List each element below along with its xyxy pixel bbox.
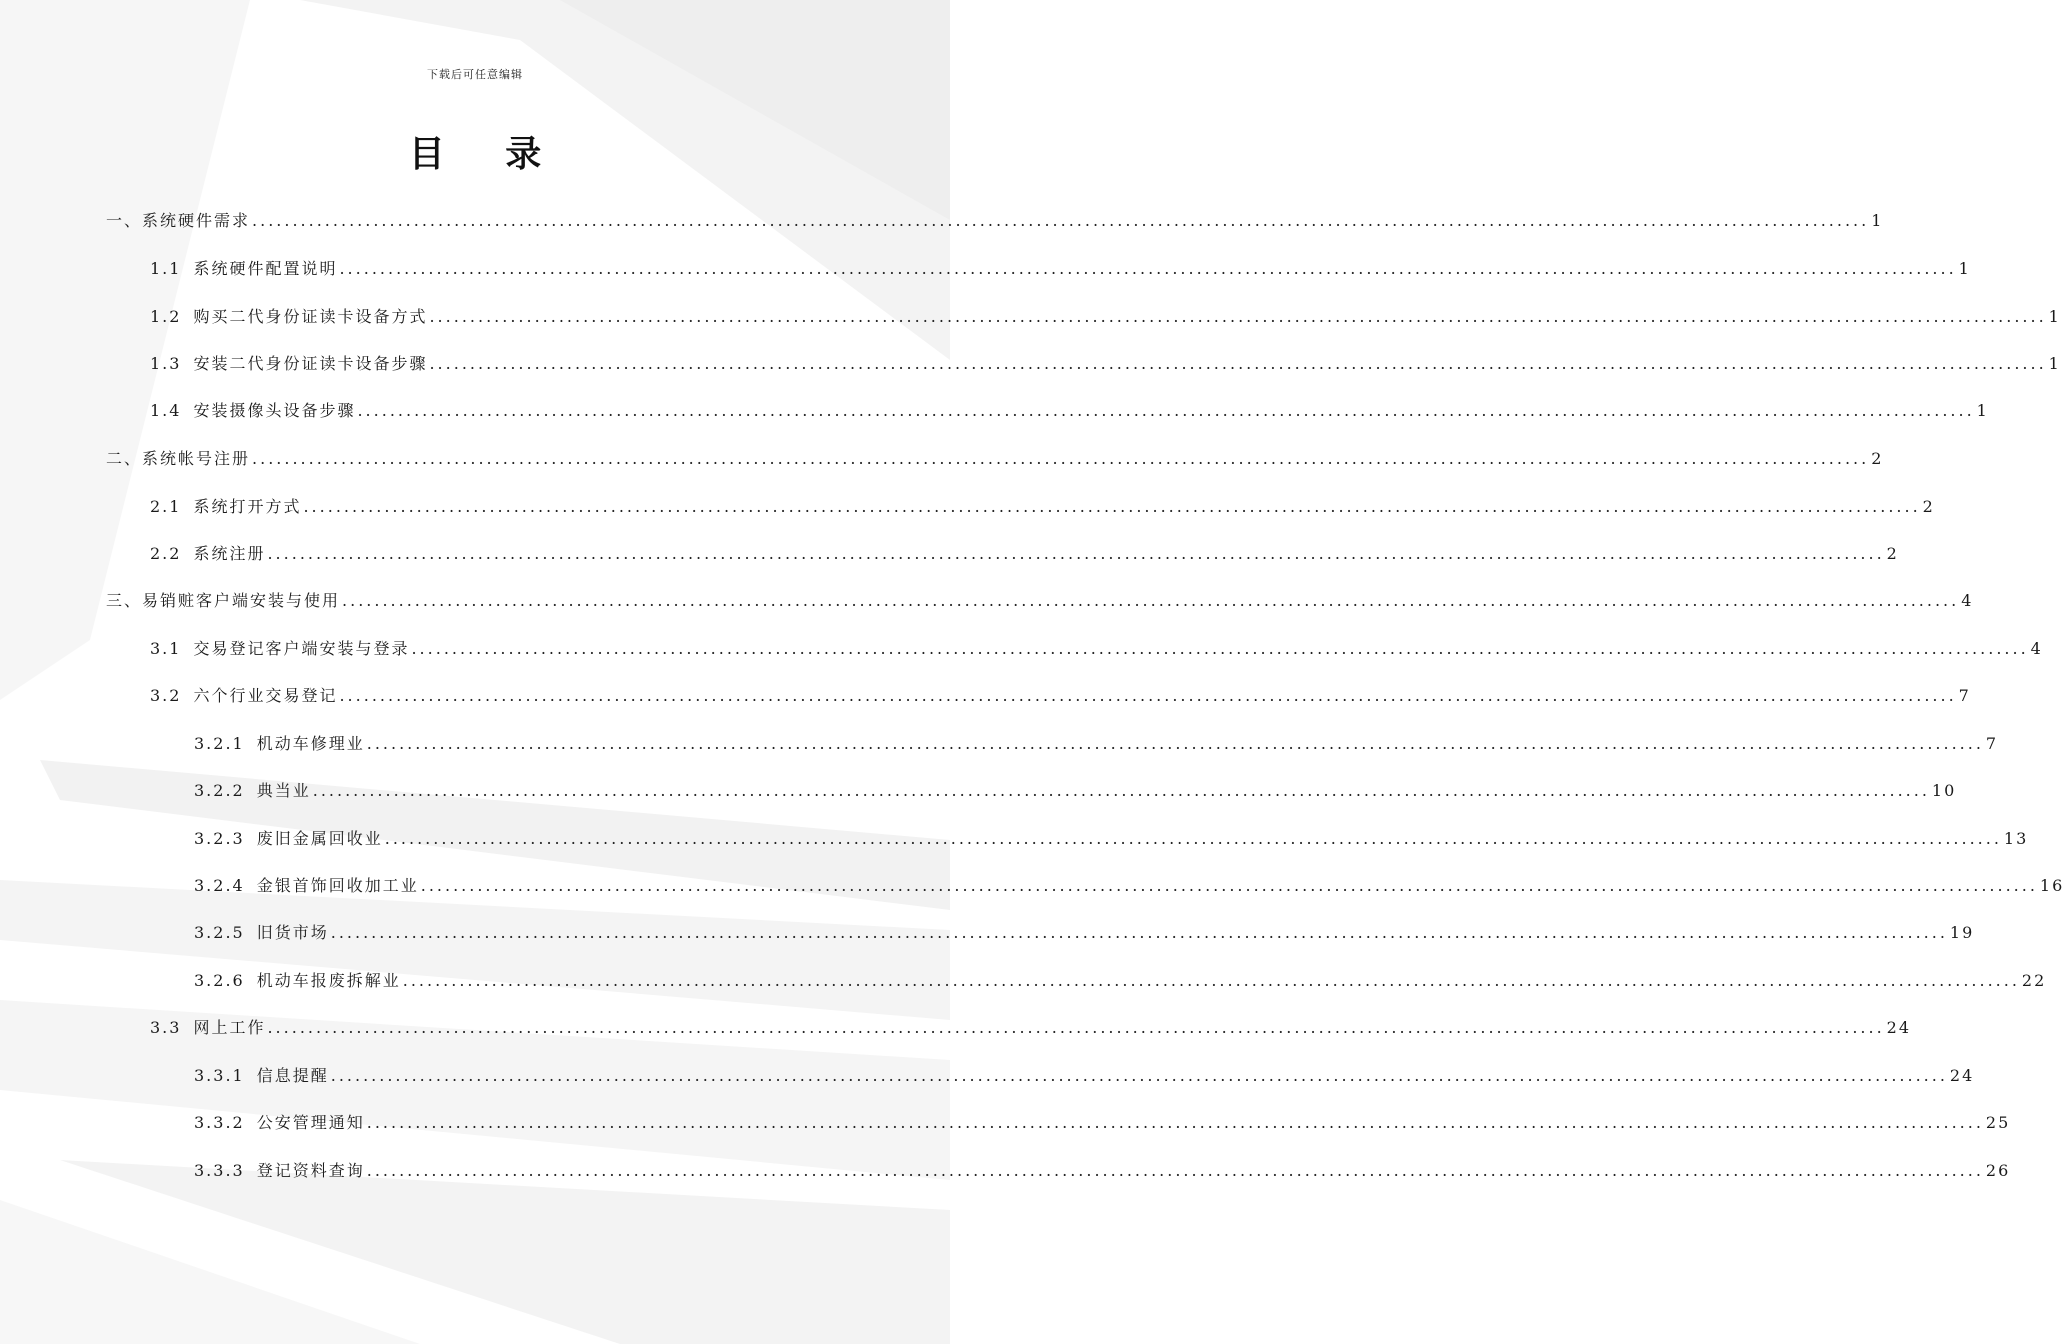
- toc-entry-page: 22: [2021, 971, 2047, 990]
- toc-entry-page: 1: [2048, 307, 2061, 326]
- toc-entry[interactable]: [194, 828, 2029, 850]
- toc-entry-title: 易销赃客户端安装与使用: [142, 591, 341, 610]
- toc-entry-number: 3.2.1: [194, 734, 245, 753]
- toc-entry[interactable]: [150, 306, 2061, 328]
- toc-entry[interactable]: [150, 685, 1971, 707]
- toc-entry[interactable]: [150, 1017, 1912, 1039]
- toc-entry-title: 机动车报废拆解业: [256, 971, 401, 990]
- toc-entry-number: 3.1: [150, 639, 182, 658]
- toc-entry-number: 1.1: [150, 259, 182, 278]
- toc-entry-number: 1.4: [150, 401, 182, 420]
- toc-entry-leader: ........................................................................................................................................................................................................: [402, 971, 2020, 990]
- toc-entry-title: 系统硬件配置说明: [193, 259, 338, 278]
- toc-entry-page: 25: [1985, 1113, 2011, 1132]
- toc-entry-page: 10: [1931, 781, 1957, 800]
- toc-entry-number: 3.2.2: [194, 781, 245, 800]
- header-note: 下载后可任意编辑: [427, 68, 523, 81]
- toc-entry[interactable]: [194, 875, 2064, 897]
- toc-entry-number: 3.2.3: [194, 829, 245, 848]
- toc-entry-leader: ........................................................................................................................................................................................................: [411, 639, 2029, 658]
- toc-entry[interactable]: [194, 780, 1957, 802]
- toc-entry-number: 3.2.5: [194, 923, 245, 942]
- toc-entry-page: 7: [1958, 686, 1971, 705]
- toc-entry[interactable]: [150, 258, 1971, 280]
- toc-entry[interactable]: [194, 1065, 1975, 1087]
- toc-entry-number: 1.3: [150, 354, 182, 373]
- toc-entry[interactable]: [150, 638, 2043, 660]
- toc-entry-number: 一、: [106, 211, 143, 230]
- toc-entry-number: 3.3.3: [194, 1161, 245, 1180]
- toc-entry-leader: ........................................................................................................................................................................................................: [267, 544, 1885, 563]
- toc-entry-title: 典当业: [256, 781, 311, 800]
- page-title: 目 录: [408, 133, 566, 175]
- toc-entry-page: 26: [1985, 1161, 2011, 1180]
- toc-entry-page: 2: [1886, 544, 1899, 563]
- toc-entry-leader: ........................................................................................................................................................................................................: [303, 497, 1921, 516]
- toc-entry-leader: ........................................................................................................................................................................................................: [429, 354, 2047, 373]
- toc-entry-page: 16: [2039, 876, 2064, 895]
- toc-entry-page: 2: [1871, 449, 1884, 468]
- toc-entry-leader: ........................................................................................................................................................................................................: [429, 307, 2047, 326]
- toc-entry-title: 六个行业交易登记: [193, 686, 338, 705]
- toc-entry-number: 2.1: [150, 497, 182, 516]
- toc-entry-title: 网上工作: [193, 1018, 266, 1037]
- toc-entry-title: 废旧金属回收业: [256, 829, 383, 848]
- toc-entry-title: 系统硬件需求: [142, 211, 251, 230]
- toc-entry[interactable]: [194, 970, 2047, 992]
- toc-entry-number: 三、: [106, 591, 143, 610]
- toc-entry-title: 购买二代身份证读卡设备方式: [193, 307, 428, 326]
- toc-entry[interactable]: [150, 353, 2061, 375]
- toc-entry-number: 3.2.6: [194, 971, 245, 990]
- toc-entry-page: 24: [1886, 1018, 1912, 1037]
- toc-entry-page: 24: [1949, 1066, 1975, 1085]
- toc-entry-page: 1: [1871, 211, 1884, 230]
- toc-entry-leader: ........................................................................................................................................................................................................: [366, 1113, 1984, 1132]
- toc-entry-page: 7: [1985, 734, 1999, 753]
- toc-entry-number: 3.3.2: [194, 1113, 245, 1132]
- toc-entry-leader: ........................................................................................................................................................................................................: [252, 449, 1870, 468]
- toc-entry-title: 交易登记客户端安装与登录: [193, 639, 410, 658]
- toc-entry-number: 3.2: [150, 686, 182, 705]
- toc-entry-number: 3.3: [150, 1018, 182, 1037]
- toc-entry-leader: ........................................................................................................................................................................................................: [330, 1066, 1948, 1085]
- toc-entry-leader: ........................................................................................................................................................................................................: [252, 211, 1870, 230]
- toc-entry-page: 1: [1976, 401, 1989, 420]
- toc-entry-page: 4: [1961, 591, 1974, 610]
- toc-entry-title: 系统打开方式: [193, 497, 302, 516]
- toc-entry-number: 1.2: [150, 307, 182, 326]
- toc-entry[interactable]: [106, 590, 1974, 612]
- toc-entry-title: 旧货市场: [256, 923, 329, 942]
- toc-entry-page: 1: [1958, 259, 1971, 278]
- toc-entry-leader: ........................................................................................................................................................................................................: [339, 686, 1957, 705]
- toc-entry[interactable]: [150, 400, 1989, 422]
- toc-entry-page: 1: [2048, 354, 2061, 373]
- toc-entry[interactable]: [194, 1160, 2011, 1182]
- toc-entry-page: 2: [1922, 497, 1935, 516]
- toc-entry-leader: ........................................................................................................................................................................................................: [366, 734, 1984, 753]
- toc-entry-title: 安装二代身份证读卡设备步骤: [193, 354, 428, 373]
- toc-entry-title: 系统注册: [193, 544, 266, 563]
- toc-entry-title: 系统帐号注册: [142, 449, 251, 468]
- toc-entry[interactable]: [194, 1112, 2011, 1134]
- toc-entry-leader: ........................................................................................................................................................................................................: [330, 923, 1948, 942]
- toc-entry-leader: ........................................................................................................................................................................................................: [342, 591, 1960, 610]
- toc-entry-title: 机动车修理业: [256, 734, 365, 753]
- toc-entry-leader: ........................................................................................................................................................................................................: [357, 401, 1975, 420]
- toc-entry-number: 3.2.4: [194, 876, 245, 895]
- toc-entry-title: 公安管理通知: [256, 1113, 365, 1132]
- toc-entry[interactable]: [150, 496, 1935, 518]
- toc-entry[interactable]: [106, 210, 1884, 232]
- toc-entry-number: 3.3.1: [194, 1066, 245, 1085]
- toc-entry-leader: ........................................................................................................................................................................................................: [267, 1018, 1885, 1037]
- toc-entry[interactable]: [194, 922, 1975, 944]
- toc-entry-number: 2.2: [150, 544, 182, 563]
- toc-entry[interactable]: [106, 448, 1884, 470]
- toc-entry-page: 4: [2030, 639, 2043, 658]
- toc-entry-leader: ........................................................................................................................................................................................................: [339, 259, 1957, 278]
- toc-entry-number: 二、: [106, 449, 143, 468]
- toc-entry-title: 金银首饰回收加工业: [256, 876, 419, 895]
- toc-entry-leader: ........................................................................................................................................................................................................: [312, 781, 1930, 800]
- toc-entry[interactable]: [194, 733, 1999, 755]
- toc-entry-page: 13: [2003, 829, 2029, 848]
- toc-entry-leader: ........................................................................................................................................................................................................: [366, 1161, 1984, 1180]
- toc-entry[interactable]: [150, 543, 1899, 565]
- toc-entry-leader: ........................................................................................................................................................................................................: [420, 876, 2038, 895]
- toc-entry-title: 安装摄像头设备步骤: [193, 401, 356, 420]
- toc-entry-page: 19: [1949, 923, 1975, 942]
- toc-entry-title: 登记资料查询: [256, 1161, 365, 1180]
- toc-entry-leader: ........................................................................................................................................................................................................: [384, 829, 2002, 848]
- toc-entry-title: 信息提醒: [256, 1066, 329, 1085]
